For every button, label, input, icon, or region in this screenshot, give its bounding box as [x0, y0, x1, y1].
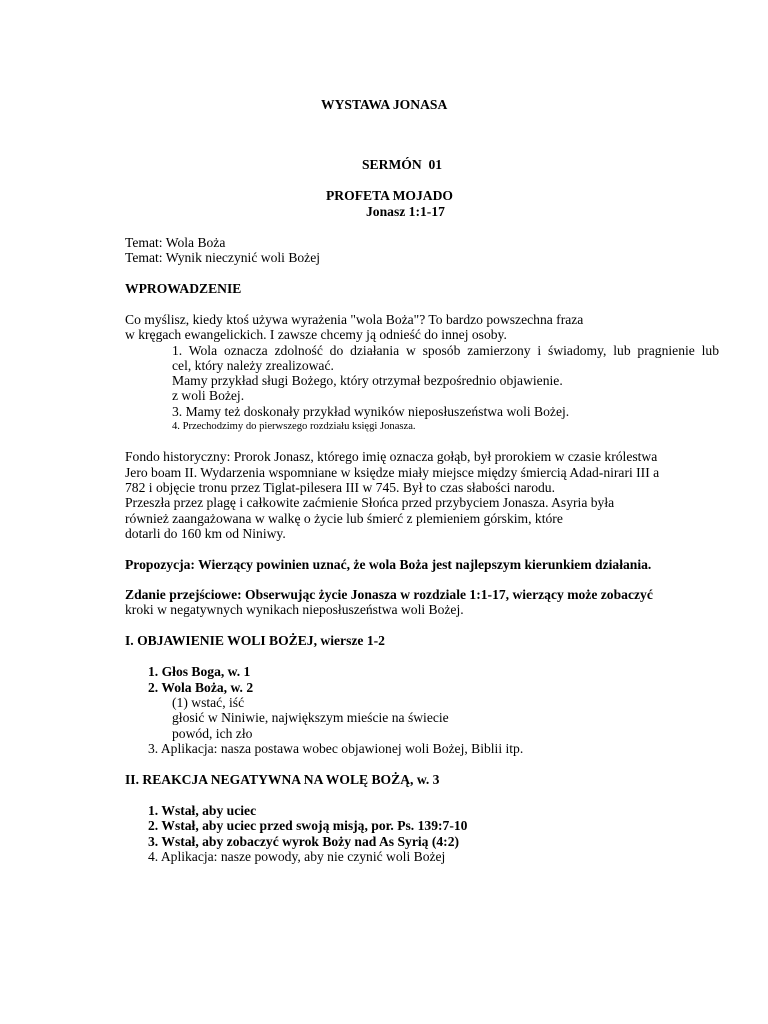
section-2-item: 1. Wstał, aby uciec: [148, 803, 257, 818]
section-1-item: 3. Aplikacja: nasza postawa wobec objawionej woli Bożej, Biblii itp.: [148, 741, 524, 756]
sermon-title: PROFETA MOJADO: [326, 188, 453, 203]
intro-point-small: 4. Przechodzimy do pierwszego rozdziału księgi Jonasza.: [172, 421, 416, 432]
section-1-heading: I. OBJAWIENIE WOLI BOŻEJ, wiersze 1-2: [125, 633, 385, 648]
section-1-subitem: głosić w Niniwie, największym mieście na świecie: [172, 710, 449, 725]
topic-line: Temat: Wynik nieczynić woli Bożej: [125, 250, 321, 265]
series-title: WYSTAWA JONASA: [321, 97, 448, 112]
intro-point: cel, który należy zrealizować.: [172, 358, 334, 373]
section-1-item: 1. Głos Boga, w. 1: [148, 664, 251, 679]
section-2-item: 4. Aplikacja: nasze powody, aby nie czynić woli Bożej: [148, 849, 446, 864]
topic-line: Temat: Wola Boża: [125, 235, 226, 250]
transition-text: kroki w negatywnych wynikach nieposłuszeństwa woli Bożej.: [125, 602, 464, 617]
intro-point: 3. Mamy też doskonały przykład wyników nieposłuszeństwa woli Bożej.: [172, 404, 570, 419]
background-line: Przeszła przez plagę i całkowite zaćmienie Słońca przed przybyciem Jonasza. Asyria była: [125, 495, 615, 510]
section-1-subitem: (1) wstać, iść: [172, 695, 245, 710]
background-line: Fondo historyczny: Prorok Jonasz, którego imię oznacza gołąb, był prorokiem w czasie królestwa: [125, 449, 658, 464]
section-1-item: 2. Wola Boża, w. 2: [148, 680, 254, 695]
section-1-subitem: powód, ich zło: [172, 726, 253, 741]
intro-point: 1. Wola oznacza zdolność do działania w sposób zamierzony i świadomy, lub pragnienie lub: [172, 343, 719, 358]
intro-point: z woli Bożej.: [172, 388, 245, 403]
section-2-heading: II. REAKCJA NEGATYWNA NA WOLĘ BOŻĄ, w. 3: [125, 772, 440, 787]
introduction-heading: WPROWADZENIE: [125, 281, 242, 296]
scripture-reference: Jonasz 1:1-17: [366, 204, 445, 219]
background-line: Jero boam II. Wydarzenia wspomniane w księdze miały miejsce między śmiercią Adad-nirari III a: [125, 465, 660, 480]
background-line: dotarli do 160 km od Niniwy.: [125, 526, 286, 541]
intro-line: Co myślisz, kiedy ktoś używa wyrażenia "wola Boża"? To bardzo powszechna fraza: [125, 312, 584, 327]
section-2-item: 2. Wstał, aby uciec przed swoją misją, por. Ps. 139:7-10: [148, 818, 468, 833]
intro-line: w kręgach ewangelickich. I zawsze chcemy ją odnieść do innej osoby.: [125, 327, 507, 342]
background-line: 782 i objęcie tronu przez Tiglat-pilesera III w 745. Był to czas słabości narodu.: [125, 480, 555, 495]
proposition: Propozycja: Wierzący powinien uznać, że wola Boża jest najlepszym kierunkiem działania.: [125, 557, 652, 572]
intro-point: Mamy przykład sługi Bożego, który otrzymał bezpośrednio objawienie.: [172, 373, 563, 388]
section-2-item: 3. Wstał, aby zobaczyć wyrok Boży nad As Syrią (4:2): [148, 834, 460, 849]
transition-bold: Zdanie przejściowe: Obserwując życie Jonasza w rozdziale 1:1-17, wierzący może zobaczyć: [125, 587, 653, 602]
sermon-number: SERMÓN 01: [362, 157, 443, 172]
background-line: również zaangażowana w walkę o życie lub śmierć z plemieniem górskim, które: [125, 511, 563, 526]
